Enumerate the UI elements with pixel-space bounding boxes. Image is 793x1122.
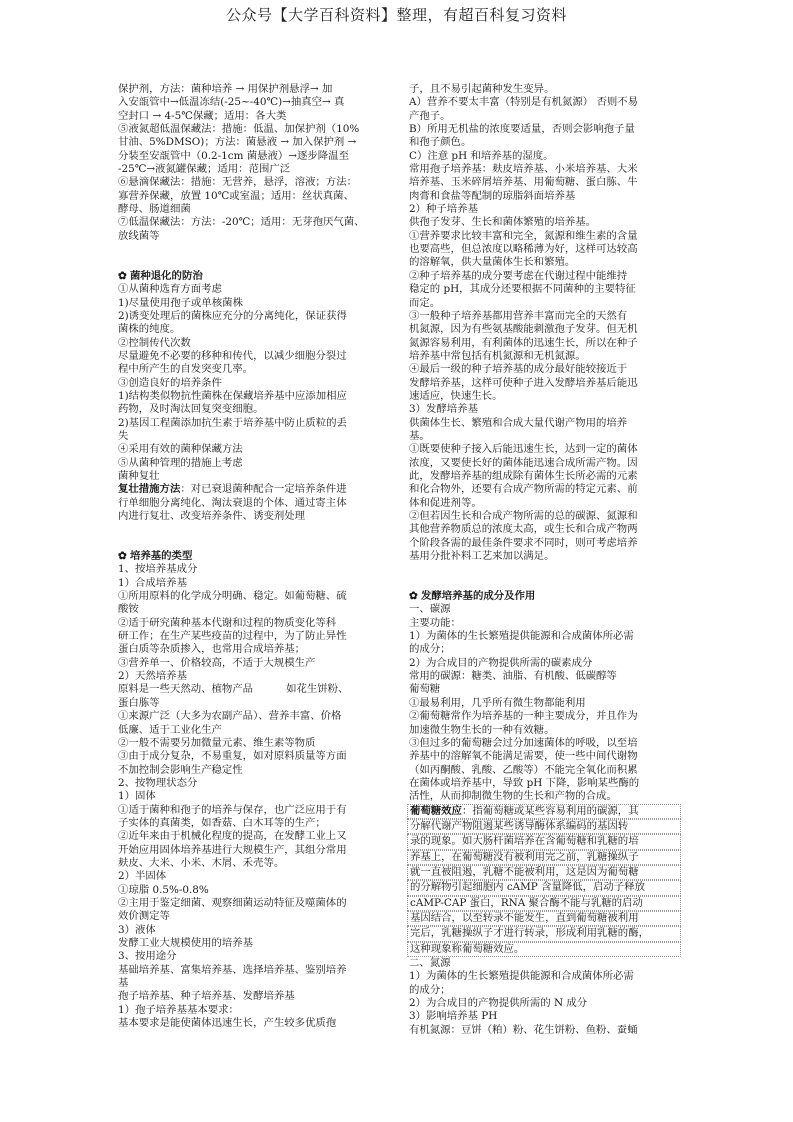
text-line: 肉膏和食盐等配制的琼脂斜面培养基 xyxy=(409,189,576,202)
text-line: 供孢子发芽、生长和菌体繁殖的培养基。 xyxy=(409,216,597,229)
blank-line xyxy=(409,577,677,590)
text-line: 的溶解氧，供大量菌体生长和繁殖。 xyxy=(409,256,576,269)
text-line: 1）为菌体的生长繁殖提供能源和合成菌体所必需 xyxy=(409,970,634,983)
text-line: 1）为菌体的生长繁殖提供能源和合成菌体所必需 xyxy=(409,630,634,643)
text-line: 低廉、适于工业化生产 xyxy=(118,723,222,736)
text-line: 失 xyxy=(118,429,129,442)
term-definition: ：指葡萄糖或某些容易利用的碳源，其 xyxy=(461,804,639,817)
text-line: 供菌体生长、繁殖和合成大量代谢产物用的培养 xyxy=(409,416,628,429)
text-line: 这种现象称葡萄糖效应。 xyxy=(407,942,681,957)
text-line: 的分解物引起细胞内 cAMP 含量降低，启动子释放 xyxy=(407,880,681,895)
text-line: 发酵培养基，这样可使种子进入发酵培养基后能迅 xyxy=(409,376,638,389)
text-line: ④采用有效的菌种保藏方法 xyxy=(118,443,243,456)
text-line: 酸铵 xyxy=(118,603,139,616)
text-line: 培养基中常包括有机氮源和无机氮源。 xyxy=(409,349,586,362)
text-line: 1)尽量使用孢子或单核菌株 xyxy=(118,296,243,309)
bold-term: 复壮措施方法 xyxy=(118,483,181,496)
text-line: 培养基、玉米碎屑培养基、用葡萄糖、蛋白胨、牛 xyxy=(409,176,638,189)
section-heading xyxy=(409,590,677,603)
text-line: 子实体的真菌类，如香菇、白木耳等的生产； xyxy=(118,816,326,829)
text-line: 基 xyxy=(118,977,129,990)
text-line: 3）影响培养基 PH xyxy=(409,1010,498,1023)
text-line: 2）半固体 xyxy=(118,870,167,883)
text-line: ③一般种子培养基都用营养丰富而完全的天然有 xyxy=(409,309,628,322)
text-line: 基。 xyxy=(409,429,430,442)
text-line xyxy=(118,483,386,496)
text-line: ②适于研究菌种基本代谢和过程的物质变化等科 xyxy=(118,616,337,629)
text-line: 录的现象。如大肠杆菌培养在含葡萄糖和乳糖的培 xyxy=(407,834,681,849)
text-line: 速适应，快速生长。 xyxy=(409,389,503,402)
text-line: 常用的碳源：糖类、油脂、有机酸、低碳醇等 xyxy=(409,670,617,683)
text-line: 行单细胞分离纯化、淘汰衰退的个体、通过寄主体 xyxy=(118,496,347,509)
text-line: 和化合物外，还要有合成产物所需的特定元素、前 xyxy=(409,483,638,496)
text-line: 2)诱变处理后的菌株应充分的分离纯化，保证获得 xyxy=(118,309,347,322)
text-line: 蛋白质等杂质掺入，也常用合成培养基； xyxy=(118,643,306,656)
text-line: 3）发酵培养基 xyxy=(409,403,478,416)
text-line: 蛋白胨等 xyxy=(118,696,160,709)
text-line: 分解代谢产物阻遏某些诱导酶体系编码的基因转 xyxy=(407,819,681,834)
text-line: 原料是一些天然动、植物产品 如花生饼粉、 xyxy=(118,683,349,696)
text-line: 加速微生物生长的一种有效糖。 xyxy=(409,723,555,736)
text-line: ⑦低温保藏法：方法：-20℃；适用：无芽孢厌气菌、 xyxy=(118,216,365,229)
text-line: ②近年来由于机械化程度的提高，在发酵工业上又 xyxy=(118,830,347,843)
text-line: 氮源容易利用，有利菌体的迅速生长，所以在种子 xyxy=(409,336,638,349)
text-line: 分装至安瓿管中（0.2-1cm 菌悬液）→逐步降温至 xyxy=(118,149,349,162)
text-line: ②一般不需要另加微量元素、维生素等物质 xyxy=(118,736,316,749)
text-line: ③但过多的葡萄糖会过分加速菌体的呼吸，以至培 xyxy=(409,736,638,749)
text-line: 而定。 xyxy=(409,296,441,309)
blank-line xyxy=(118,537,386,550)
bold-term: 葡萄糖效应 xyxy=(410,804,462,817)
text-line: ⑤液氮超低温保藏法：措施：低温、加保护剂（10% xyxy=(118,123,360,136)
text-line: 效价测定等 xyxy=(118,910,170,923)
text-line: 尽量避免不必要的移种和传代，以减少细胞分裂过 xyxy=(118,349,347,362)
blank-line xyxy=(409,563,677,576)
text-line: 基本要求是能使菌体迅速生长，产生较多优质孢 xyxy=(118,1017,337,1030)
text-line: B）所用无机盐的浓度要适量，否则会影响孢子量 xyxy=(409,123,635,136)
text-line: 有机氮源：豆饼（粕）粉、花生饼粉、鱼粉、蚕蛹 xyxy=(409,1023,638,1036)
text-line: 体和促进剂等。 xyxy=(409,496,482,509)
text-line: 基用分批补料工艺来加以满足。 xyxy=(409,550,555,563)
text-line: 药物，及时淘汰回复突变细胞。 xyxy=(118,403,264,416)
text-line: 寡营养保藏，放置 10℃或室温；适用：丝状真菌、 xyxy=(118,189,354,202)
text-line: 和孢子颜色。 xyxy=(409,136,472,149)
text-line xyxy=(407,804,681,819)
blank-line xyxy=(118,523,386,536)
text-line: 1)结构类似物抗性菌株在保藏培养基中应添加相应 xyxy=(118,389,347,402)
text-line: ③由于成分复杂，不易重复，如对原料质量等方面 xyxy=(118,750,347,763)
text-line: 空封口 → 4-5℃保藏；适用：各大类 xyxy=(118,109,287,122)
text-line: 不加控制会影响生产稳定性 xyxy=(118,763,243,776)
text-line: ⑥悬滴保藏法：措施：无营养，悬浮，溶液；方法： xyxy=(118,176,357,189)
text-line: ①琼脂 0.5%-0.8% xyxy=(118,883,209,896)
text-line: 1）固体 xyxy=(118,790,156,803)
text-line: 菌株的纯度。 xyxy=(118,323,181,336)
text-line: 2）为合成目的产物提供所需的碳素成分 xyxy=(409,656,593,669)
text-line: ②种子培养基的成分要考虑在代谢过程中能维持 xyxy=(409,269,628,282)
text-line: 酵母、肠道细菌 xyxy=(118,203,191,216)
text-line: ⑤从菌种管理的措施上考虑 xyxy=(118,456,243,469)
text-line: 菌种复壮 xyxy=(118,469,160,482)
text-line: 放线菌等 xyxy=(118,229,160,242)
text-line: 个阶段各需的最佳条件要求不同时，则可考虑培养 xyxy=(409,536,638,549)
text-line: 稳定的 pH，其成分还要根据不同菌种的主要特征 xyxy=(409,283,636,296)
text-line: 开始应用固体培养基进行大规模生产，其组分常用 xyxy=(118,843,347,856)
section-heading xyxy=(118,550,386,563)
text-line: 机氮源，因为有些氨基酸能刺激孢子发芽。但无机 xyxy=(409,323,638,336)
section-heading-text: 菌种退化的防治 xyxy=(130,269,203,282)
text-line: 甘油、5%DMSO)；方法：菌悬液 → 加入保护剂 → xyxy=(118,136,357,149)
text-line: cAMP-CAP 蛋白，RNA 聚合酶不能与乳糖的启动 xyxy=(407,896,681,911)
section-heading xyxy=(118,270,386,283)
text-line: 主要功能： xyxy=(409,616,461,629)
text-line: -25℃→液氮罐保藏；适用：范围广泛 xyxy=(118,163,291,176)
text-line: 1）合成培养基 xyxy=(118,576,187,589)
flower-bullet-icon: ✿ xyxy=(118,269,127,282)
text-line: ②控制传代次数 xyxy=(118,336,191,349)
text-line: 完后，乳糖操纵子才进行转录，形成利用乳糖的酶， xyxy=(407,926,681,941)
text-line: A）营养不要太丰富（特别是有机氮源） 否则不易 xyxy=(409,96,639,109)
text-line: ③营养单一、价格较高，不适于大规模生产 xyxy=(118,656,316,669)
term-definition: ：对已衰退菌种配合一定培养条件进 xyxy=(180,483,347,496)
text-line: 浓度，又要使长好的菌体能迅速合成所需产物。因 xyxy=(409,456,638,469)
blank-line xyxy=(118,256,386,269)
text-line: ①来源广泛（大多为农副产品）、营养丰富、价格 xyxy=(118,710,342,723)
text-line: 研工作；在生产某些疫苗的过程中，为了防止异性 xyxy=(118,630,347,643)
text-line: 的成分； xyxy=(409,983,451,996)
text-line: ①从菌种选育方面考虑 xyxy=(118,283,222,296)
page-header: 公众号【大学百科资料】整理，有超百科复习资料 xyxy=(225,6,567,24)
text-line: ④最后一级的种子培养基的成分最好能较接近于 xyxy=(409,363,628,376)
flower-bullet-icon: ✿ xyxy=(118,550,127,563)
text-line: 3）液体 xyxy=(118,923,156,936)
text-line: ②主用于鉴定细菌、观察细菌运动特征及噬菌体的 xyxy=(118,896,347,909)
text-line: ①既要使种子接入后能迅速生长，达到一定的菌体 xyxy=(409,443,638,456)
text-line: 2）种子培养基 xyxy=(409,203,478,216)
text-line: 入安瓿管中→低温冻结(-25~-40℃)→抽真空→ 真 xyxy=(118,96,345,109)
text-line: 常用孢子培养基：麸皮培养基、小米培养基、大米 xyxy=(409,163,638,176)
text-line: 发酵工业大规模使用的培养基 xyxy=(118,937,254,949)
text-line: 在菌体或培养基中，导致 pH 下降，影响某些酶的 xyxy=(409,776,640,789)
section-heading-text: 发酵培养基的成分及作用 xyxy=(421,590,536,603)
text-line: 2）天然培养基 xyxy=(118,670,187,683)
text-line: 3、按用途分 xyxy=(118,950,177,963)
text-line: （如丙酮酸、乳酸、乙酸等）不能完全氧化而积累 xyxy=(409,763,638,776)
text-line: 养基中的溶解氧不能满足需要，使一些中间代谢物 xyxy=(409,750,638,763)
text-line: C）注意 pH 和培养基的湿度。 xyxy=(409,149,554,162)
text-line: 保护剂，方法：菌种培养 → 用保护剂悬浮→ 加 xyxy=(118,83,333,95)
text-line: 程中所产生的自发突变几率。 xyxy=(118,363,254,376)
blank-line xyxy=(118,243,386,256)
text-line: ①最易利用，几乎所有微生物都能利用 xyxy=(409,696,586,709)
text-line: 此，发酵培养基的组成除有菌体生长所必需的元素 xyxy=(409,469,638,482)
text-line: 产孢子。 xyxy=(409,109,451,122)
flower-bullet-icon: ✿ xyxy=(409,590,418,603)
text-line: 其他营养物质总的浓度太高，或生长和合成产物两 xyxy=(409,523,638,536)
text-line: ①适于菌种和孢子的培养与保存，也广泛应用于有 xyxy=(118,803,347,816)
right-column xyxy=(409,83,677,1037)
text-line: ①所用原料的化学成分明确、稳定。如葡萄糖、硫 xyxy=(118,590,347,603)
text-line: 1、按培养基成分 xyxy=(118,563,198,576)
text-line: 活性，从而抑制微生物的生长和产物的合成。 xyxy=(409,790,617,803)
text-line: 基础培养基、富集培养基、选择培养基、鉴别培养 xyxy=(118,963,347,976)
text-line: 内进行复壮、改变培养条件、诱变剂处理 xyxy=(118,510,306,522)
text-line: ②葡萄糖常作为培养基的一种主要成分，并且作为 xyxy=(409,710,638,723)
text-line: 二、氮源 xyxy=(409,957,451,969)
section-heading-text: 培养基的类型 xyxy=(130,550,193,563)
text-line: 孢子培养基、种子培养基、发酵培养基 xyxy=(118,990,295,1003)
text-line: ②但若因生长和合成产物所需的总的碳源、氮源和 xyxy=(409,510,638,522)
text-line: 葡萄糖 xyxy=(409,683,441,696)
text-line: ①营养要求比较丰富和完全，氮源和维生素的含量 xyxy=(409,229,638,242)
text-line: 子，且不易引起菌种发生变异。 xyxy=(409,83,555,95)
left-column xyxy=(118,83,386,1030)
text-line: 基因结合，以至转录不能发生，直到葡萄糖被利用 xyxy=(407,911,681,926)
text-line: ③创造良好的培养条件 xyxy=(118,376,222,389)
text-line: 2、按物理状态分 xyxy=(118,776,198,789)
text-line: 麸皮、大米、小米、木屑、禾壳等。 xyxy=(118,856,285,869)
text-line: 的成分； xyxy=(409,643,451,656)
text-line: 1）孢子培养基基本要求： xyxy=(118,1003,239,1016)
text-line: 就一直被阻遏，乳糖不能被利用，这是因为葡萄糖 xyxy=(407,865,681,880)
text-line: 养基上，在葡萄糖没有被利用完之前，乳糖操纵子 xyxy=(407,850,681,865)
text-line: 2）为合成目的产物提供所需的 N 成分 xyxy=(409,997,588,1010)
text-line: 2)基因工程菌添加抗生素于培养基中防止质粒的丢 xyxy=(118,416,347,429)
text-line: 一、碳源 xyxy=(409,603,451,616)
text-line: 也要高些，但总浓度以略稀薄为好，这样可达较高 xyxy=(409,243,638,256)
